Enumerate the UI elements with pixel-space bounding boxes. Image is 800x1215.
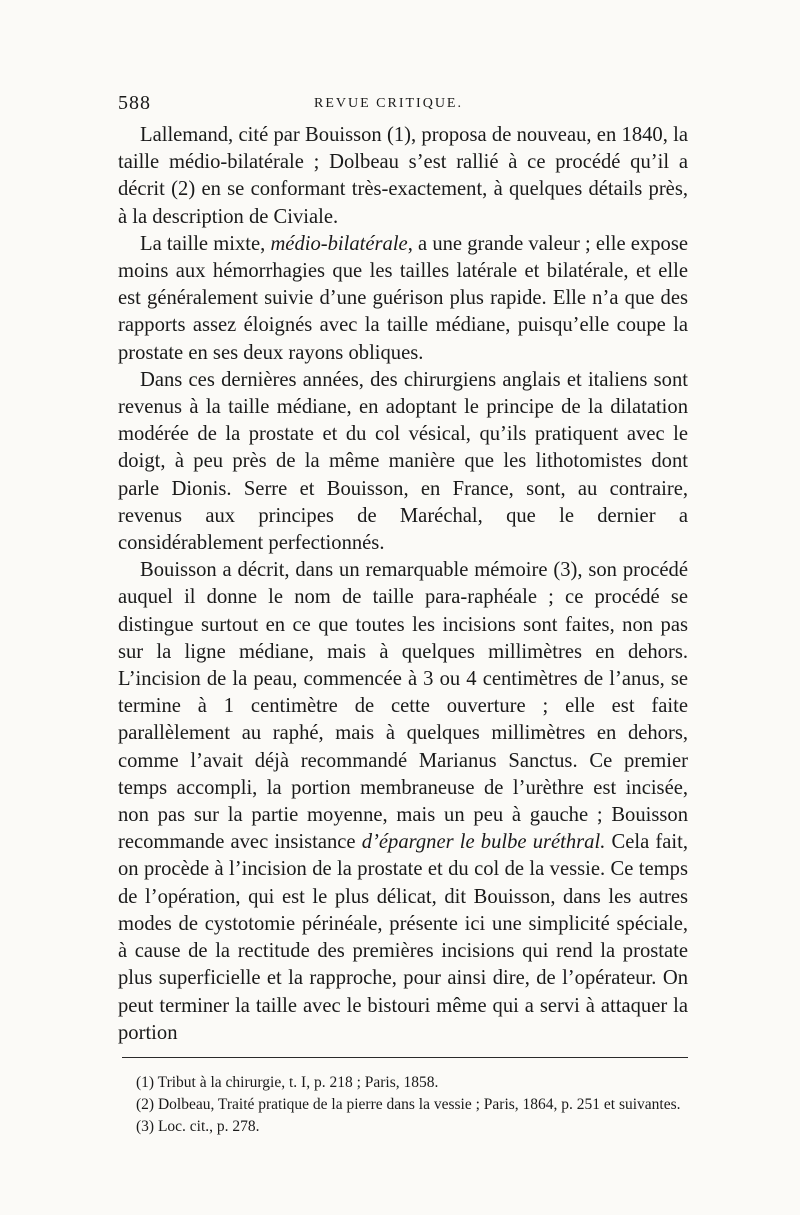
paragraph-text: , a une grande valeur ; elle expose moins aux hémorrhagies que les tailles latérale et bilatérale, et elle est généralement suivie d’une guérison plus rapide. Elle n’a que des rapports assez éloignés avec la taille médiane, puisqu’elle coupe la prostate en ses deux rayons obliques. [118,232,688,364]
footnote: (1) Tribut à la chirurgie, t. I, p. 218 ; Paris, 1858. [136,1074,439,1091]
paragraph-text: Cela fait, on procède à l’incision de la prostate et du col de la vessie. Ce temps de l’opération, qui est le plus délicat, dit Bouisson, dans les autres modes de cystotomie périnéale, présente ici une simplicité spéciale, à cause de la rectitude des premières incisions qui rend la prostate plus superficielle et la rapproche, pour ainsi dire, de l’opérateur. On peut terminer la taille avec le bistouri même qui a servi à attaquer la portion [118,831,688,1044]
body-text [118,122,688,1047]
paragraph-text: La taille mixte, [140,232,271,255]
footnote-divider [122,1057,688,1058]
footnote: (3) Loc. cit., p. 278. [136,1118,260,1135]
paragraph [118,557,688,1047]
paragraph-text: Bouisson a décrit, dans un remarquable mémoire (3), son procédé auquel il donne le nom de taille para-raphéale ; ce procédé se distingue surtout en ce que toutes les incisions sont faites, non pas sur la ligne médiane, mais à quelques millimètres en dehors. L’incision de la peau, commencée à 3 ou 4 centimètres de l’anus, se termine à 1 centimètre de cette ouverture ; elle est faite parallèlement au raphé, mais à quelques millimètres en dehors, comme l’avait déjà recommandé Marianus Sanctus. Ce premier temps accompli, la portion membraneuse de l’urèthre est incisée, non pas sur la partie moyenne, mais un peu à gauche ; Bouisson recommande avec insistance [118,559,688,854]
page-number: 588 [118,92,151,114]
page-header [118,92,688,118]
paragraph: Dans ces dernières années, des chirurgiens anglais et italiens sont revenus à la taille médiane, en adoptant le principe de la dilatation modérée de la prostate et du col vésical, qu’ils pratiquent avec le doigt, à peu près de la même manière que les lithotomistes dont parle Dionis. Serre et Bouisson, en France, sont, au contraire, revenus aux principes de Maréchal, que le dernier a considérablement perfectionnés. [118,368,688,555]
paragraph [118,231,688,367]
paragraph: Lallemand, cité par Bouisson (1), proposa de nouveau, en 1840, la taille médio-bilatérale ; Dolbeau s’est rallié à ce procédé qu’il a décrit (2) en se conformant très-exactement, à quelques détails près, à la description de Civiale. [118,124,688,228]
running-title: REVUE CRITIQUE. [314,96,463,111]
paragraph-emphasis: d’épargner le bulbe uréthral. [361,831,606,854]
paragraph-emphasis: médio-bilatérale [270,232,408,255]
footnotes [118,1072,690,1138]
footnote: (2) Dolbeau, Traité pratique de la pierre dans la vessie ; Paris, 1864, p. 251 et suivantes. [136,1096,681,1113]
